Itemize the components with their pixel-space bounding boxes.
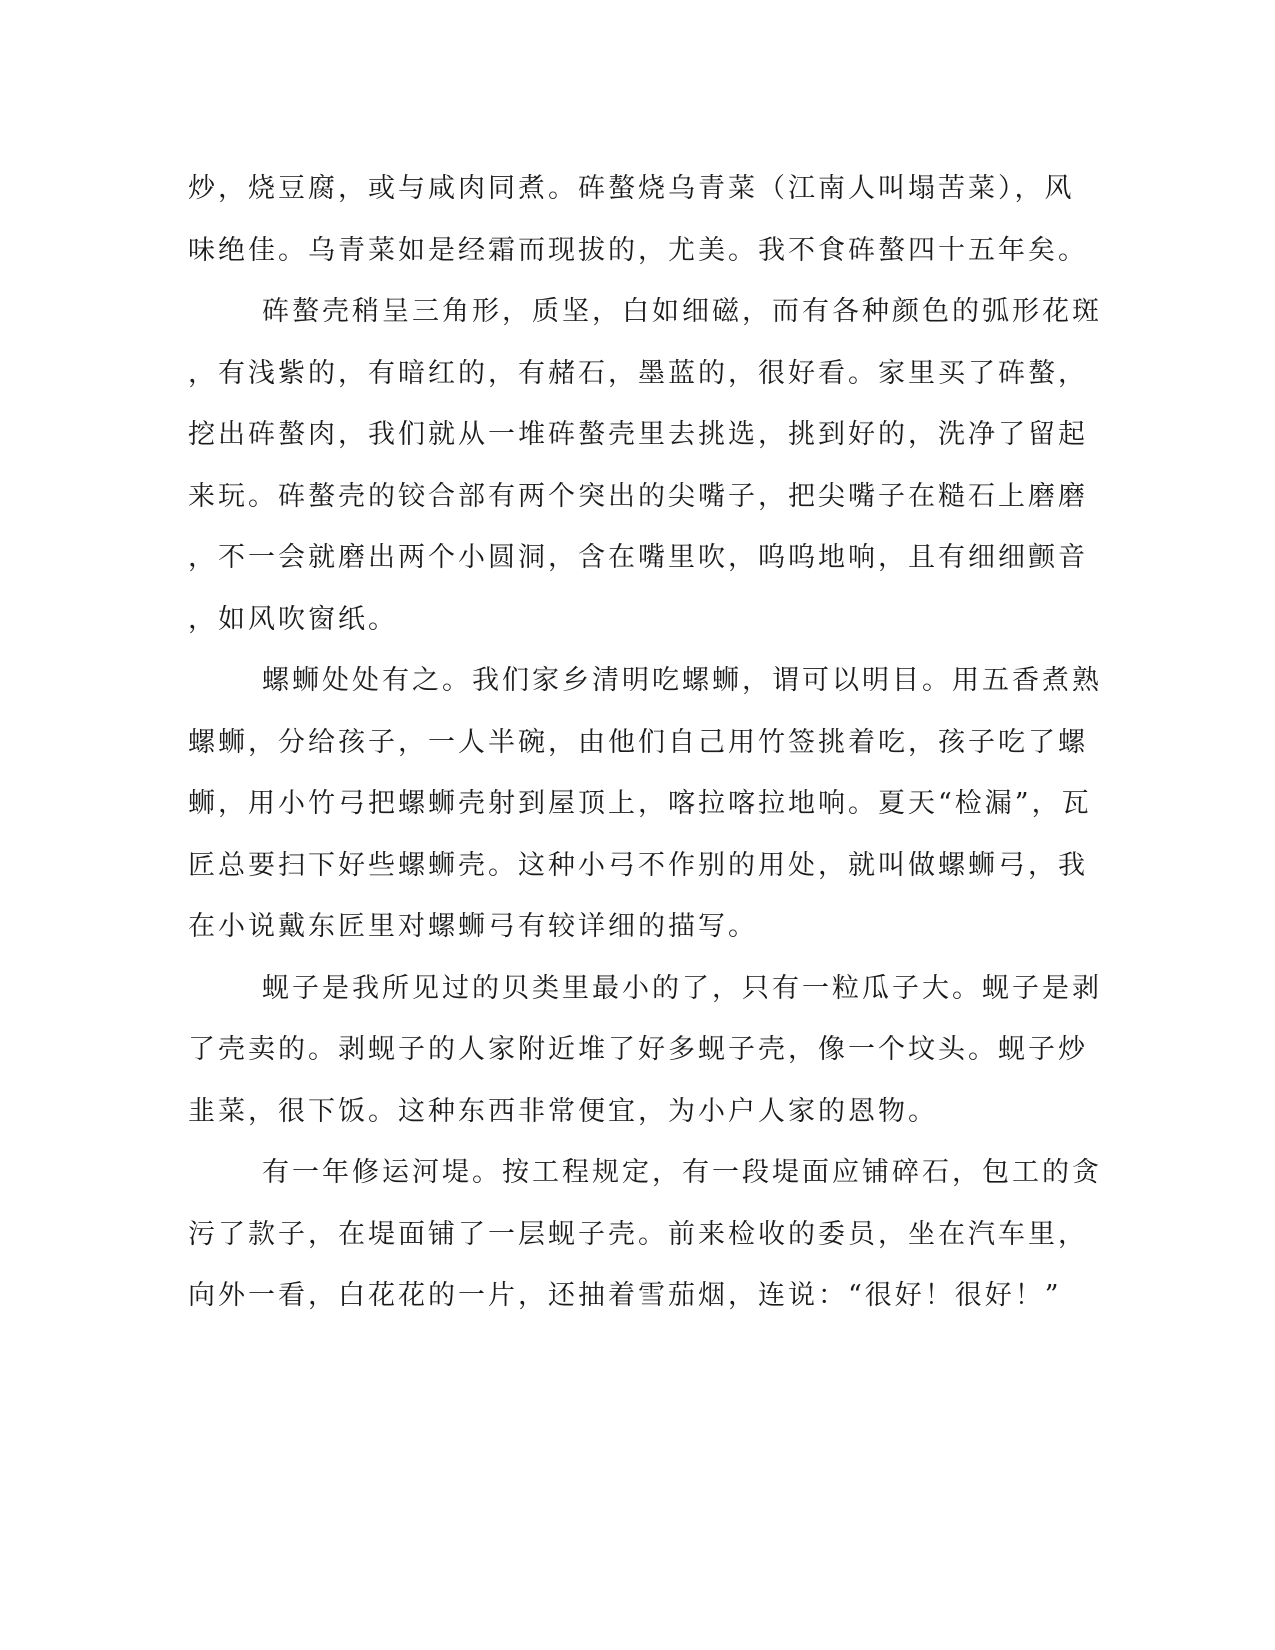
text-line: 挖出砗螯肉，我们就从一堆砗螯壳里去挑选，挑到好的，洗净了留起	[188, 419, 1088, 450]
text-line: 蛳，用小竹弓把螺蛳壳射到屋顶上，喀拉喀拉地响。夏天“检漏”，瓦	[188, 788, 1092, 819]
text-line: 污了款子，在堤面铺了一层蚬子壳。前来检收的委员，坐在汽车里，	[188, 1218, 1088, 1250]
text-line: 韭菜，很下饭。这种东西非常便宜，为小户人家的恩物。	[188, 1095, 938, 1127]
text-line: 向外一看，白花花的一片，还抽着雪茄烟，连说：“很好！很好！”	[188, 1280, 1062, 1311]
body-text	[188, 158, 1102, 1327]
text-line: 匠总要扫下好些螺蛳壳。这种小弓不作别的用处，就叫做螺蛳弓，我	[188, 849, 1088, 881]
paragraph-first-line: 砗螯壳稍呈三角形，质坚，白如细磁，而有各种颜色的弧形花斑	[262, 296, 1102, 327]
text-line: ，不一会就磨出两个小圆洞，含在嘴里吹，呜呜地响，且有细细颤音	[188, 542, 1088, 573]
text-line: 了壳卖的。剥蚬子的人家附近堆了好多蚬子壳，像一个坟头。蚬子炒	[188, 1034, 1088, 1065]
text-line: 味绝佳。乌青菜如是经霜而现拔的，尤美。我不食砗螯四十五年矣。	[188, 234, 1088, 266]
paragraph-first-line: 螺蛳处处有之。我们家乡清明吃螺蛳，谓可以明目。用五香煮熟	[262, 665, 1102, 696]
text-line: ，有浅紫的，有暗红的，有赭石，墨蓝的，很好看。家里买了砗螯，	[188, 357, 1088, 389]
text-line: 炒，烧豆腐，或与咸肉同煮。砗螯烧乌青菜（江南人叫塌苦菜），风	[188, 173, 1075, 204]
text-line: ，如风吹窗纸。	[188, 603, 398, 635]
text-line: 来玩。砗螯壳的铰合部有两个突出的尖嘴子，把尖嘴子在糙石上磨磨	[188, 480, 1088, 512]
paragraph-first-line: 蚬子是我所见过的贝类里最小的了，只有一粒瓜子大。蚬子是剥	[262, 972, 1102, 1004]
text-line: 在小说戴东匠里对螺蛳弓有较详细的描写。	[188, 911, 758, 942]
paragraph-first-line: 有一年修运河堤。按工程规定，有一段堤面应铺碎石，包工的贪	[262, 1157, 1102, 1188]
text-line: 螺蛳，分给孩子，一人半碗，由他们自己用竹签挑着吃，孩子吃了螺	[188, 726, 1088, 758]
